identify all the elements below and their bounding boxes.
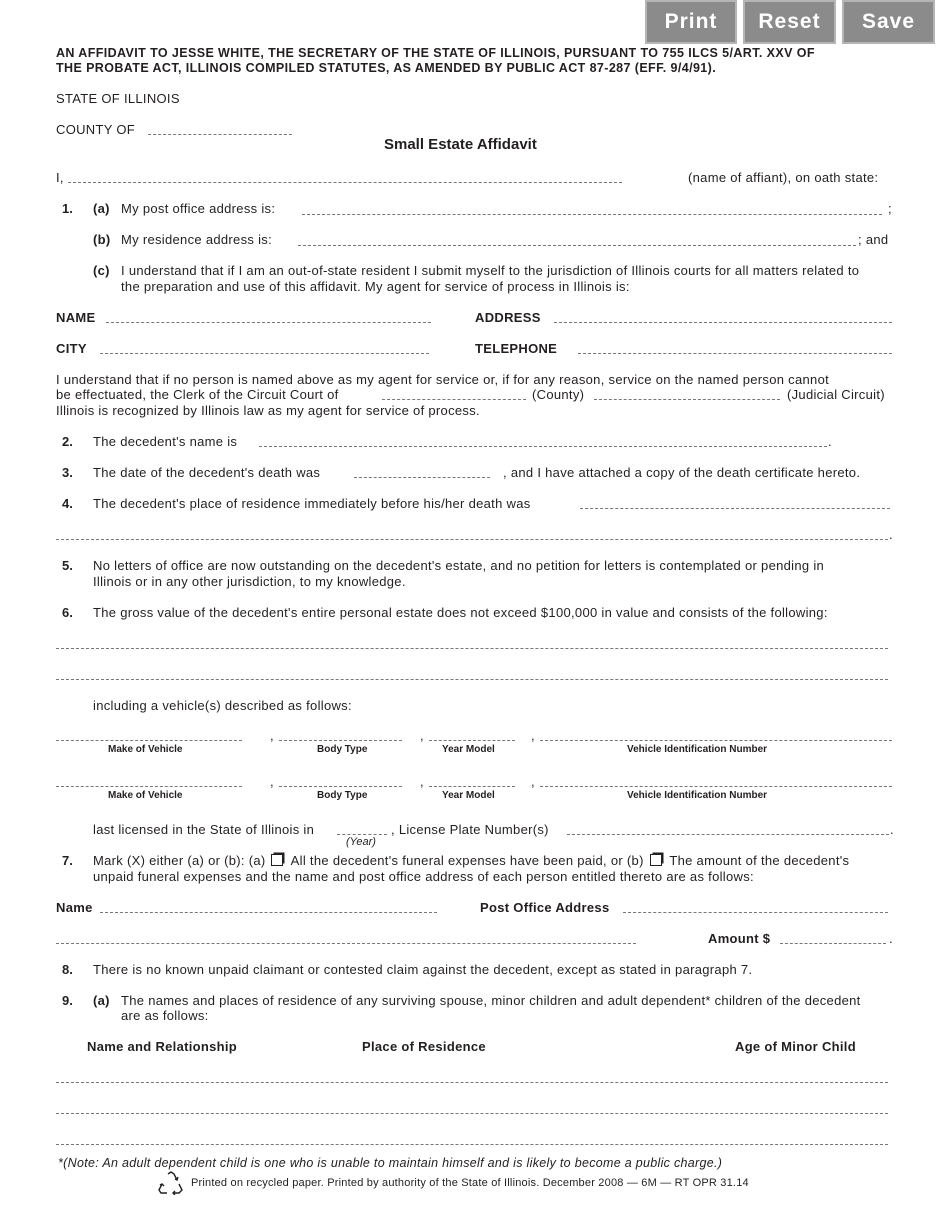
residence-address-label: My residence address is:	[121, 232, 272, 247]
post-office-address-field[interactable]	[302, 214, 882, 215]
agent-telephone-field[interactable]	[578, 353, 892, 354]
vehicle-2-body-caption: Body Type	[317, 790, 368, 801]
state-label: STATE OF ILLINOIS	[56, 91, 180, 106]
vehicle-2-vin-field[interactable]	[540, 786, 892, 787]
vehicle-1-body-field[interactable]	[279, 740, 402, 741]
vehicle-2-year-caption: Year Model	[442, 790, 495, 801]
affiant-prefix: I,	[56, 170, 64, 185]
item-1c-tag: (c)	[93, 263, 110, 278]
residence-before-death-field[interactable]	[580, 508, 890, 509]
vehicle-1-vin-field[interactable]	[540, 740, 892, 741]
death-date-label: The date of the decedent's death was	[93, 465, 321, 480]
save-button[interactable]: Save	[842, 0, 935, 44]
footer-text: Printed on recycled paper. Printed by authority of the State of Illinois. December 2008 — 6M — RT OPR 31.14	[191, 1177, 749, 1189]
decedent-name-label: The decedent's name is	[93, 434, 238, 449]
license-text-2: , License Plate Number(s)	[391, 822, 549, 837]
comma: ,	[531, 728, 535, 743]
funeral-name-label: Name	[56, 900, 93, 915]
agent-note-line-1: I understand that if no person is named above as my agent for service or, if for any reason, service on the named person cannot	[56, 372, 830, 387]
personal-estate-field-2[interactable]	[56, 679, 888, 680]
item-2-number: 2.	[62, 434, 73, 449]
residence-before-death-field-2[interactable]	[56, 539, 888, 540]
agent-city-label: CITY	[56, 341, 87, 356]
item-7-line-1	[93, 853, 849, 868]
print-button[interactable]: Print	[645, 0, 737, 44]
item-1b-tag: (b)	[93, 232, 111, 247]
judicial-circuit-field[interactable]	[594, 399, 780, 400]
item-1-number: 1.	[62, 201, 73, 216]
license-plate-field[interactable]	[567, 834, 889, 835]
vehicle-1-year-field[interactable]	[429, 740, 515, 741]
funeral-name-field[interactable]	[100, 912, 437, 913]
item-1c-line-2: the preparation and use of this affidavit. My agent for service of process in Illinois is:	[121, 279, 630, 294]
item-9a-tag: (a)	[93, 993, 110, 1008]
license-year-caption: (Year)	[346, 836, 376, 848]
item-6-number: 6.	[62, 605, 73, 620]
agent-name-field[interactable]	[106, 322, 431, 323]
agent-telephone-label: TELEPHONE	[475, 341, 558, 356]
item-1b-end: ; and	[858, 232, 889, 247]
item-9-line-1: The names and places of residence of any surviving spouse, minor children and adult dependent* children of the decedent	[121, 993, 861, 1008]
item-7-text-3: The amount of the decedent's	[669, 853, 850, 868]
item-7-text-2: All the decedent's funeral expenses have been paid, or (b)	[290, 853, 644, 868]
column-age-minor: Age of Minor Child	[735, 1039, 856, 1054]
personal-estate-field-1[interactable]	[56, 648, 888, 649]
funeral-po-field-2[interactable]	[56, 943, 636, 944]
column-name-relationship: Name and Relationship	[87, 1039, 238, 1054]
county-field[interactable]	[148, 134, 292, 135]
survivor-row-2-field[interactable]	[56, 1113, 888, 1114]
item-9-line-2: are as follows:	[121, 1008, 209, 1023]
item-6-text: The gross value of the decedent's entire personal estate does not exceed $100,000 in value and consists of the following:	[93, 605, 828, 620]
agent-note-line-2a: be effectuated, the Clerk of the Circuit Court of	[56, 387, 339, 402]
comma: ,	[420, 774, 424, 789]
vehicle-2-make-caption: Make of Vehicle	[108, 790, 183, 801]
license-year-field[interactable]	[337, 834, 387, 835]
item-8-number: 8.	[62, 962, 73, 977]
vehicle-1-make-caption: Make of Vehicle	[108, 744, 183, 755]
item-5-line-2: Illinois or in any other jurisdiction, to my knowledge.	[93, 574, 406, 589]
comma: ,	[270, 728, 274, 743]
item-9-number: 9.	[62, 993, 73, 1008]
item-7-line-2: unpaid funeral expenses and the name and post office address of each person entitled thereto are as follows:	[93, 869, 754, 884]
column-place-residence: Place of Residence	[362, 1039, 486, 1054]
form-title: Small Estate Affidavit	[384, 136, 537, 153]
vehicle-1-vin-caption: Vehicle Identification Number	[627, 744, 768, 755]
agent-note-line-3: Illinois is recognized by Illinois law as my agent for service of process.	[56, 403, 480, 418]
item-5-line-1: No letters of office are now outstanding on the decedent's estate, and no petition for letters is contemplated or pending in	[93, 558, 825, 573]
vehicle-2-make-field[interactable]	[56, 786, 242, 787]
item-3-end: , and I have attached a copy of the death certificate hereto.	[503, 465, 861, 480]
affiant-suffix: (name of affiant), on oath state:	[688, 170, 879, 185]
vehicle-2-year-field[interactable]	[429, 786, 515, 787]
recycle-icon	[158, 1171, 184, 1195]
agent-note-county: (County)	[532, 387, 585, 402]
agent-address-field[interactable]	[554, 322, 892, 323]
option-b-checkbox[interactable]	[650, 854, 662, 866]
item-1c-line-1: I understand that if I am an out-of-state resident I submit myself to the jurisdiction of Illinois courts for all matters related to	[121, 263, 860, 278]
agent-note-circuit: (Judicial Circuit)	[787, 387, 885, 402]
item-7-text-1: Mark (X) either (a) or (b): (a)	[93, 853, 266, 868]
item-5-number: 5.	[62, 558, 73, 573]
item-7-number: 7.	[62, 853, 73, 868]
county-label: COUNTY OF	[56, 122, 136, 137]
item-3-number: 3.	[62, 465, 73, 480]
reset-button[interactable]: Reset	[743, 0, 836, 44]
agent-name-label: NAME	[56, 310, 96, 325]
affiant-name-field[interactable]	[68, 182, 622, 183]
clerk-county-field[interactable]	[382, 399, 526, 400]
item-4-end: .	[889, 527, 893, 542]
vehicle-2-vin-caption: Vehicle Identification Number	[627, 790, 768, 801]
amount-label: Amount $	[708, 931, 771, 946]
item-8-text: There is no known unpaid claimant or contested claim against the decedent, except as stated in paragraph 7.	[93, 962, 753, 977]
vehicle-1-make-field[interactable]	[56, 740, 242, 741]
amount-end: .	[889, 931, 893, 946]
comma: ,	[270, 774, 274, 789]
comma: ,	[531, 774, 535, 789]
amount-field[interactable]	[780, 943, 886, 944]
license-end: .	[890, 822, 894, 837]
funeral-po-field[interactable]	[623, 912, 888, 913]
decedent-name-field[interactable]	[259, 446, 827, 447]
dependent-note: *(Note: An adult dependent child is one who is unable to maintain himself and is likely to become a public charge.)	[58, 1156, 723, 1170]
license-text-1: last licensed in the State of Illinois in	[93, 822, 315, 837]
item-1a-tag: (a)	[93, 201, 110, 216]
item-4-number: 4.	[62, 496, 73, 511]
residence-before-death-label: The decedent's place of residence immediately before his/her death was	[93, 496, 531, 511]
comma: ,	[420, 728, 424, 743]
item-1a-end: ;	[888, 201, 892, 216]
header-line-1: AN AFFIDAVIT TO JESSE WHITE, THE SECRETARY OF THE STATE OF ILLINOIS, PURSUANT TO 755 ILCS 5/ART. XXV OF	[56, 46, 815, 60]
header-line-2: THE PROBATE ACT, ILLINOIS COMPILED STATUTES, AS AMENDED BY PUBLIC ACT 87-287 (EFF. 9/4/91).	[56, 61, 717, 75]
agent-address-label: ADDRESS	[475, 310, 541, 325]
death-date-field[interactable]	[354, 477, 490, 478]
post-office-address-label: My post office address is:	[121, 201, 276, 216]
agent-city-field[interactable]	[100, 353, 429, 354]
survivor-row-3-field[interactable]	[56, 1144, 888, 1145]
item-2-end: .	[828, 434, 832, 449]
survivor-row-1-field[interactable]	[56, 1082, 888, 1083]
option-a-checkbox[interactable]	[271, 854, 283, 866]
vehicle-1-year-caption: Year Model	[442, 744, 495, 755]
vehicle-1-body-caption: Body Type	[317, 744, 368, 755]
vehicle-intro: including a vehicle(s) described as follows:	[93, 698, 352, 713]
vehicle-2-body-field[interactable]	[279, 786, 402, 787]
funeral-po-label: Post Office Address	[480, 900, 610, 915]
residence-address-field[interactable]	[298, 245, 856, 246]
